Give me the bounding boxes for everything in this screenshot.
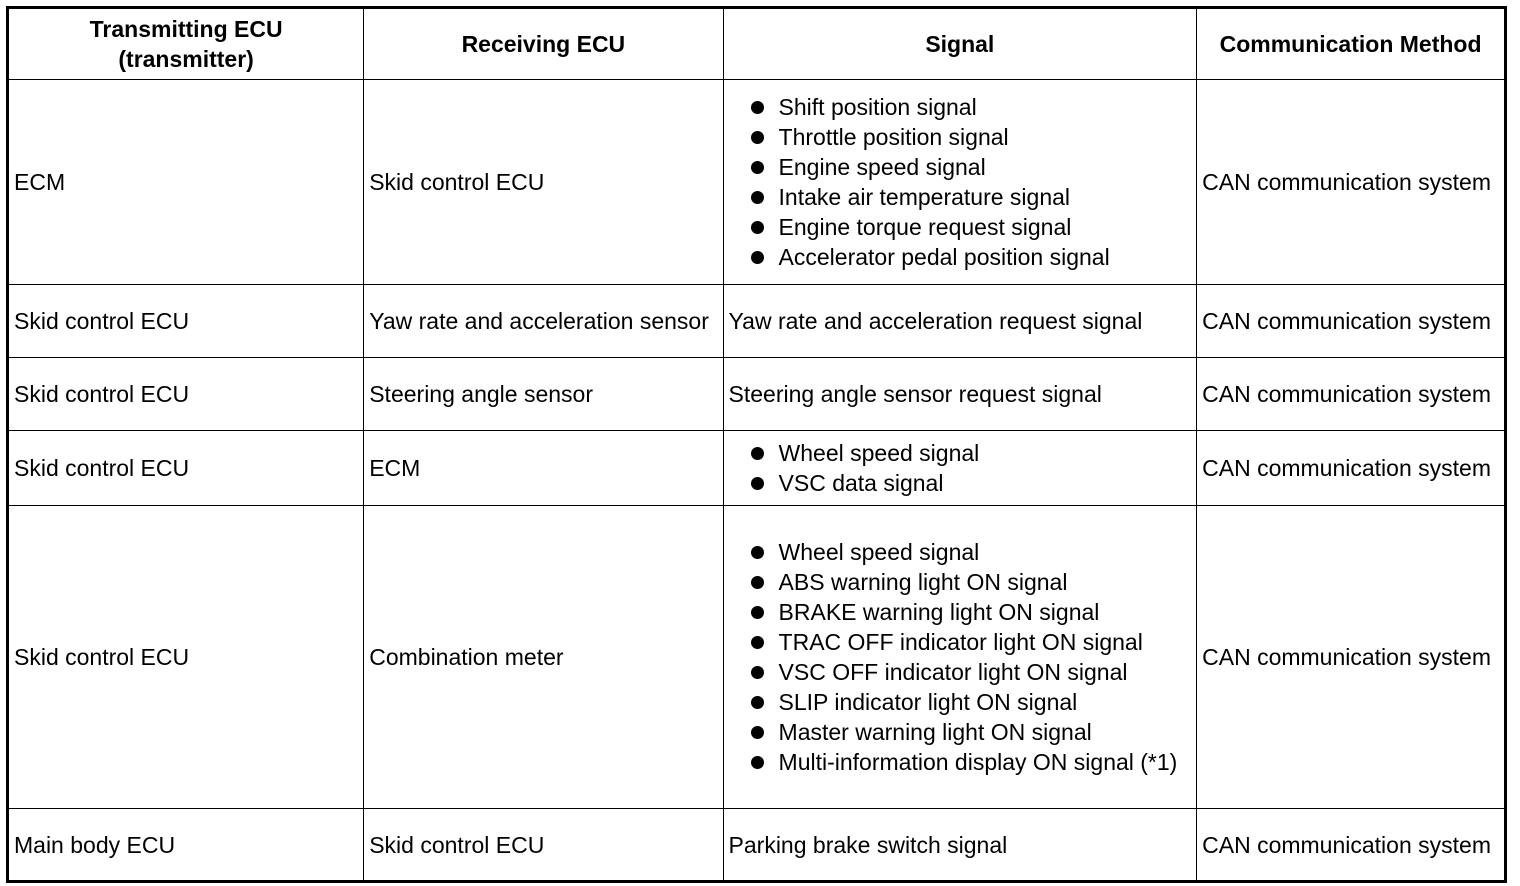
method-cell: CAN communication system (1197, 431, 1506, 506)
signal-list-item: VSC OFF indicator light ON signal (751, 657, 1192, 687)
signal-list-item: Wheel speed signal (751, 438, 1192, 468)
table-row (8, 358, 1506, 431)
header-row (8, 8, 1506, 80)
signal-cell: Yaw rate and acceleration request signal (723, 285, 1197, 358)
transmitting-cell: Skid control ECU (8, 285, 364, 358)
signal-list-item: TRAC OFF indicator light ON signal (751, 627, 1192, 657)
header-method: Communication Method (1197, 8, 1506, 80)
receiving-cell: ECM (364, 431, 723, 506)
signal-list-item: BRAKE warning light ON signal (751, 597, 1192, 627)
method-cell: CAN communication system (1197, 358, 1506, 431)
signal-list (729, 434, 1192, 502)
transmitting-cell: Skid control ECU (8, 358, 364, 431)
signal-list-item: Shift position signal (751, 92, 1192, 122)
method-cell: CAN communication system (1197, 809, 1506, 882)
receiving-cell: Skid control ECU (364, 809, 723, 882)
signal-cell: Steering angle sensor request signal (723, 358, 1197, 431)
signal-list (729, 533, 1192, 781)
table-row (8, 809, 1506, 882)
table-row (8, 506, 1506, 809)
transmitting-cell: Main body ECU (8, 809, 364, 882)
transmitting-cell: ECM (8, 80, 364, 285)
signal-cell: Parking brake switch signal (723, 809, 1197, 882)
header-receiving: Receiving ECU (364, 8, 723, 80)
signal-cell (723, 431, 1197, 506)
method-cell: CAN communication system (1197, 80, 1506, 285)
table-row (8, 80, 1506, 285)
signal-cell (723, 506, 1197, 809)
signal-list-item: SLIP indicator light ON signal (751, 687, 1192, 717)
ecu-communication-table (6, 6, 1507, 883)
method-cell: CAN communication system (1197, 285, 1506, 358)
method-cell: CAN communication system (1197, 506, 1506, 809)
receiving-cell: Yaw rate and acceleration sensor (364, 285, 723, 358)
header-transmitting: Transmitting ECU (transmitter) (8, 8, 364, 80)
signal-list-item: Accelerator pedal position signal (751, 242, 1192, 272)
table-row (8, 285, 1506, 358)
header-signal: Signal (723, 8, 1197, 80)
signal-list-item: ABS warning light ON signal (751, 567, 1192, 597)
transmitting-cell: Skid control ECU (8, 506, 364, 809)
signal-list-item: Master warning light ON signal (751, 717, 1192, 747)
transmitting-cell: Skid control ECU (8, 431, 364, 506)
receiving-cell: Combination meter (364, 506, 723, 809)
ecu-communication-table-wrapper (6, 6, 1507, 883)
receiving-cell: Skid control ECU (364, 80, 723, 285)
signal-list-item: Wheel speed signal (751, 537, 1192, 567)
signal-list-item: VSC data signal (751, 468, 1192, 498)
signal-list-item: Multi-information display ON signal (*1) (751, 747, 1192, 777)
signal-list-item: Engine torque request signal (751, 212, 1192, 242)
signal-list (729, 88, 1192, 276)
signal-list-item: Throttle position signal (751, 122, 1192, 152)
signal-cell (723, 80, 1197, 285)
table-row (8, 431, 1506, 506)
receiving-cell: Steering angle sensor (364, 358, 723, 431)
signal-list-item: Intake air temperature signal (751, 182, 1192, 212)
signal-list-item: Engine speed signal (751, 152, 1192, 182)
